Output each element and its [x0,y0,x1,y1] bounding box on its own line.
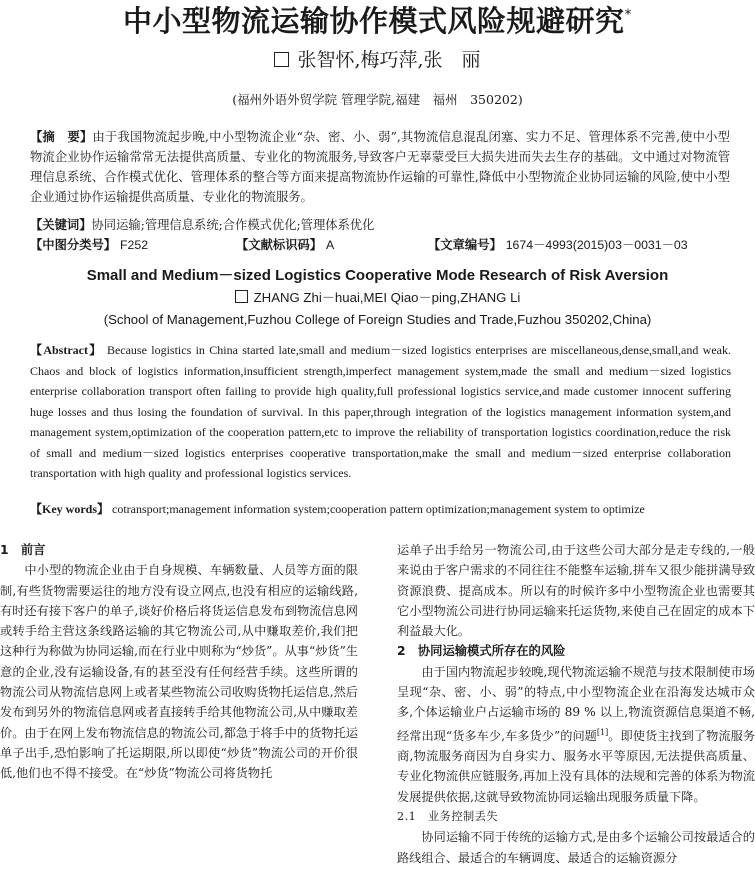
english-abstract-label: 【Abstract】 [30,343,103,357]
section-1-heading: 1 前言 [0,543,46,557]
citation-ref: [1] [596,727,609,737]
english-abstract-text: Because logistics in China started late,small and medium－sized logistics enterprises are miscellaneous,dense,small,and weak. Chaos and block of logistics information,insufficient strength,imperfect management system,made the small and medium－sized logistics enterprise collaboration transport often failing to provide high quality,full professional logistics service,and made customer innocent suffering huge losses and thus losing the foundation of survival. In this paper,through integration of the logistics management information system,and management system,optimization of the cooperation pattern,etc to improve the reliability of transportation logistics coordination,reduce the risk of small and medium－sized logistics enterprises cooperative transportation,make the small and medium－sized enterprise collaboration transportation with high quality and professional logistics services. [30,343,732,480]
english-affiliation: (School of Management,Fuzhou College of Foreign Studies and Trade,Fuzhou 350202,China) [103,312,652,327]
english-abstract [30,340,731,484]
english-title: Small and Medium－sized Logistics Cooperative Mode Research of Risk Aversion [86,267,669,284]
english-author-line [0,288,755,308]
chinese-abstract [30,127,730,207]
section-2-paragraph: 由于国内物流起步较晚,现代物流运输不规范与技术限制使市场呈现“杂、密、小、弱”的特点,中小型物流企业在沿海发达城市众多,个体运输业户占运输市场的 89 % 以上,物流资源信息渠道不畅,经常出现“货多车少,车多货少”的问题[1]。即使货主找到了物流服务商,物流服务商因为自身实力、服务水平等原因,无法提供高质量、专业化物流供应链服务,再加上没有具体的法规和完善的体系为物流发展提供依据,这就导致物流协同运输出现服务质量下降。 [397,664,755,804]
keywords-text: 协同运输;管理信息系统;合作模式优化;管理体系优化 [91,218,375,232]
affiliation: (福州外语外贸学院 管理学院,福建 福州 350202) [232,92,523,107]
paper-title: 中小型物流运输协作模式风险规避研究* [122,4,632,38]
clc-label: 【中图分类号】 [30,238,117,252]
chinese-keywords [30,215,730,235]
subsection-2-1-heading: 2.1 业务控制丢失 [397,809,499,823]
section-2-heading: 2 协同运输模式所存在的风险 [397,644,566,659]
title-footnote-mark: * [624,7,632,23]
clc-value: F252 [120,238,149,252]
english-authors: ZHANG Zhi－huai,MEI Qiao－ping,ZHANG Li [253,290,521,305]
author-box-icon [274,52,289,67]
english-keywords-text: cotransport;management information system;cooperation pattern optimization;management system to optimize [112,502,645,516]
doc-code-value: A [326,238,335,252]
author-line [0,47,755,73]
authors: 张智怀,梅巧萍,张 丽 [297,49,481,71]
doc-code-label: 【文献标识码】 [236,238,323,252]
keywords-label: 【关键词】 [30,218,92,232]
section-1-paragraph: 中小型的物流企业由于自身规模、车辆数量、人员等方面的限制,有些货物需要运往的地方没有设立网点,也没有相应的运输线路,有时还有接下客户的单子,谈好价格后将货运信息发布到物流信息网或转手给主营这条线路运输的其它物流公司,从中赚取差价,我们把这种行为称做为协同运输,而在行业中则称为“炒货”。从事“炒货”生意的企业,没有运输设备,有的甚至没有任何经营手续。这些所谓的物流公司从物流信息网上或者某些物流公司收购货物托运信息,然后发布到另外的物流信息网或者直接转手给其他物流公司,从中赚取差价。由于在网上发布物流信息的物流公司,都急于将手中的货物托运单子出手,恐怕影响了托运期限,所以即使“炒货”物流公司的开价很低,他们也不得不接受。在“炒货”物流公司将货物托 [0,563,358,781]
continued-paragraph: 运单子出手给另一物流公司,由于这些公司大部分是走专线的,一般来说由于客户需求的不同往往不能整车运输,拼车又很少能拼满导致资源浪费、提高成本。所以有的时候许多中小型物流企业也需要其它小型物流公司进行协同运输来托运货物,来使自己在固定的成本下利益最大化。 [397,543,755,639]
english-author-box-icon [235,290,248,303]
article-no-value: 1674－4993(2015)03－0031－03 [505,238,688,252]
abstract-label: 【摘 要】 [30,130,93,144]
article-no-label: 【文章编号】 [428,238,502,252]
body-column-right [397,540,755,868]
english-keywords-label: 【Key words】 [30,502,109,516]
subsection-2-1-paragraph: 协同运输不同于传统的运输方式,是由多个运输公司按最适合的路线组合、最适合的车辆调度、最适合的运输资源分 [397,830,755,865]
english-keywords [30,499,731,519]
abstract-text: 由于我国物流起步晚,中小型物流企业“杂、密、小、弱”,其物流信息混乱闭塞、实力不足、管理体系不完善,使中小型物流企业协作运输常常无法提供高质量、专业化的物流服务,导致客户无辜蒙受巨大损失进而失去生存的基础。文中通过对物流管理信息系统、合作模式优化、管理体系的整合等方面来提高物流协作运输的可靠性,降低中小型物流企业协同运输的风险,使中小型企业通过协作运输提供高质量、专业化的物流服务。 [30,130,730,204]
body-column-left [0,540,358,784]
